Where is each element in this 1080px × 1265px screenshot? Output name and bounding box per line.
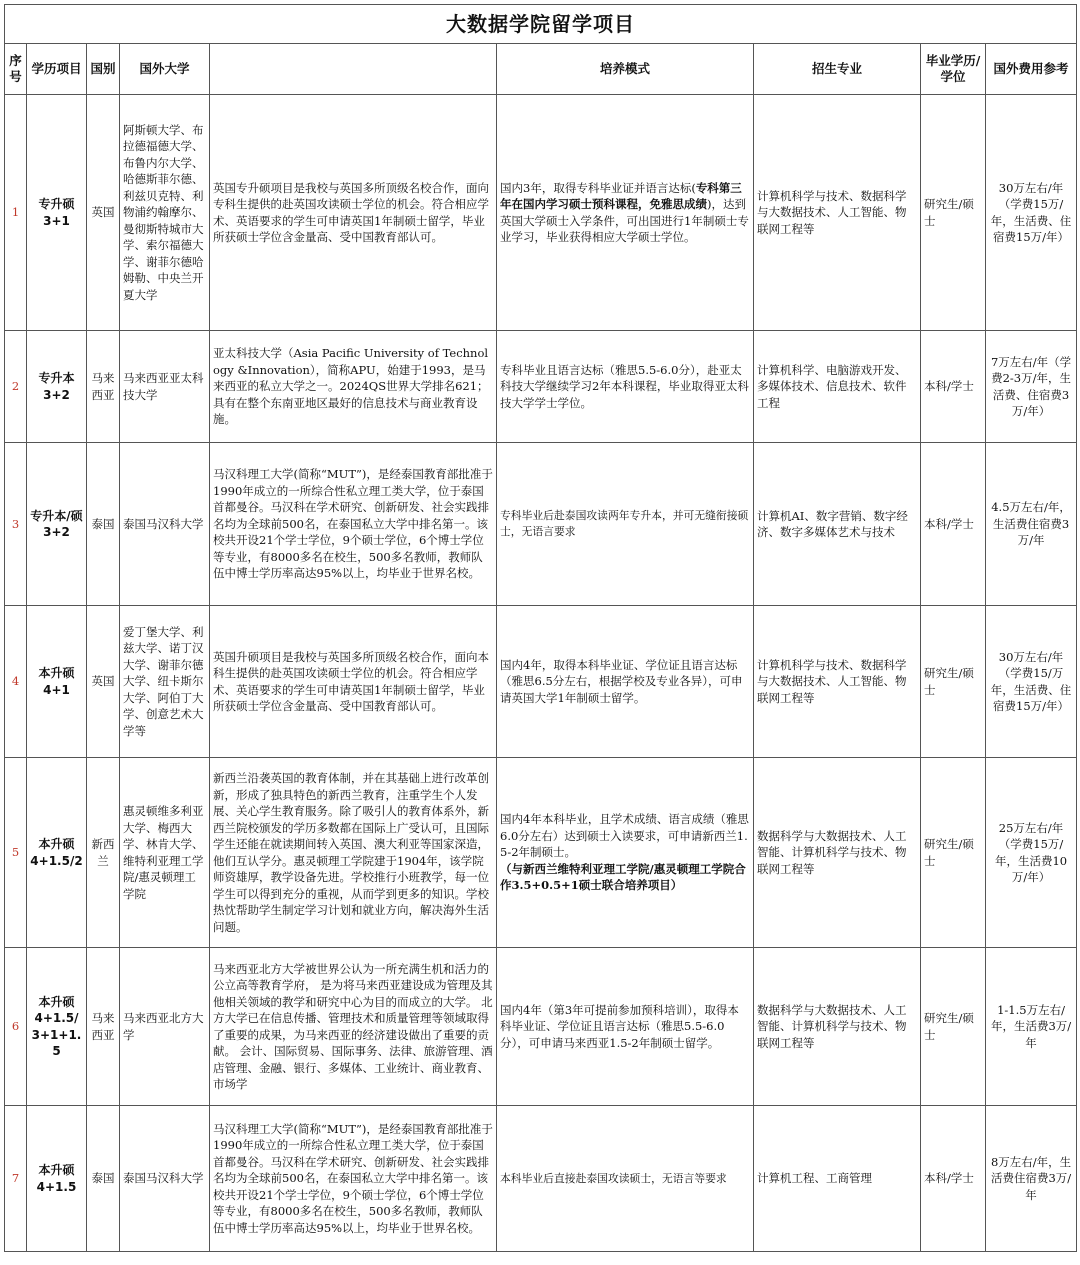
table-row bbox=[5, 948, 1077, 1106]
mode-text: 国内4年，取得本科毕业证、学位证且语言达标（雅思6.5分左右，根据学校及专业各异），可申请英国大学1年制硕士留学。 bbox=[500, 657, 743, 705]
row-university: 惠灵顿维多利亚大学、梅西大学、林肯大学、维特利亚理工学院/惠灵顿理工学院 bbox=[120, 758, 210, 948]
row-intro: 新西兰沿袭英国的教育体制，并在其基础上进行改革创新，形成了独具特色的新西兰教育，注重学生个人发展、关心学生教育服务。除了吸引人的教育体系外，新西兰院校颁发的学历多数都在国际上广受认可，且国际学生还能在就读期间转入英国、澳大利亚等国家深造，他们互认学分。惠灵顿理工学院建于1904年，该学院师资雄厚，教学设备先进。学校推行小班教学，每一位学生可以得到充分的重视，从而学到更多的知识。学校热忱帮助学生制定学习计划和就业方向，解决海外生活问题。 bbox=[210, 758, 497, 948]
mode-text: 本科毕业后直接赴泰国攻读硕士，无语言等要求 bbox=[500, 1171, 727, 1185]
row-country: 马来西亚 bbox=[87, 331, 120, 443]
row-university: 马来西亚亚太科技大学 bbox=[120, 331, 210, 443]
row-project: 本升硕 4+1.5/2 bbox=[27, 758, 87, 948]
row-mode bbox=[497, 95, 754, 331]
row-fee: 25万左右/年（学费15万/年，生活费10万/年） bbox=[986, 758, 1077, 948]
table-row bbox=[5, 443, 1077, 606]
header-university: 国外大学 bbox=[120, 44, 210, 95]
header-project: 学历项目 bbox=[27, 44, 87, 95]
row-mode bbox=[497, 1106, 754, 1252]
page-title: 大数据学院留学项目 bbox=[5, 5, 1077, 44]
row-university: 阿斯顿大学、布拉德福德大学、布鲁内尔大学、哈德斯菲尔德、利兹贝克特、利物浦约翰摩尔、曼彻斯特城市大学、索尔福德大学、谢菲尔德哈姆勒、中央兰开夏大学 bbox=[120, 95, 210, 331]
header-majors: 招生专业 bbox=[754, 44, 921, 95]
row-majors: 计算机工程、工商管理 bbox=[754, 1106, 921, 1252]
header-degree: 毕业学历/学位 bbox=[921, 44, 986, 95]
title-row bbox=[5, 5, 1077, 44]
row-majors: 计算机科学、电脑游戏开发、多媒体技术、信息技术、软件工程 bbox=[754, 331, 921, 443]
row-university: 泰国马汉科大学 bbox=[120, 1106, 210, 1252]
row-fee: 8万左右/年，生活费住宿费3万/年 bbox=[986, 1106, 1077, 1252]
row-degree: 研究生/硕士 bbox=[921, 758, 986, 948]
row-country: 泰国 bbox=[87, 443, 120, 606]
row-country: 马来西亚 bbox=[87, 948, 120, 1106]
sheet bbox=[4, 4, 1076, 1252]
row-country: 英国 bbox=[87, 95, 120, 331]
row-seq: 5 bbox=[5, 758, 27, 948]
header-mode: 培养模式 bbox=[497, 44, 754, 95]
row-mode bbox=[497, 948, 754, 1106]
row-project: 本升硕 4+1.5 bbox=[27, 1106, 87, 1252]
mode-text: 专科毕业且语言达标（雅思5.5-6.0分），赴亚太科技大学继续学习2年本科课程，毕业取得亚太科技大学学士学位。 bbox=[500, 362, 749, 410]
header-country: 国别 bbox=[87, 44, 120, 95]
table-row bbox=[5, 331, 1077, 443]
row-mode bbox=[497, 443, 754, 606]
row-intro: 英国升硕项目是我校与英国多所顶级名校合作，面向本科生提供的赴英国攻读硕士学位的机会。符合相应学术、英语要求的学生可申请英国1年制硕士留学，毕业所获硕士学位含金量高、受中国教育部认可。 bbox=[210, 606, 497, 758]
row-intro: 马汉科理工大学(简称“MUT”)，是经泰国教育部批准于1990年成立的一所综合性私立理工类大学，位于泰国首都曼谷。马汉科在学术研究、创新研发、社会实践排名均为全球前500名，在泰国私立大学中排名第一。该校共开设21个学士学位，9个硕士学位，6个博士学位等专业，有8000多名在校生，500多名教师，教师队伍中博士学历率高达95%以上，均毕业于世界名校。 bbox=[210, 1106, 497, 1252]
row-intro: 马汉科理工大学(简称“MUT”)，是经泰国教育部批准于1990年成立的一所综合性私立理工类大学，位于泰国首都曼谷。马汉科在学术研究、创新研发、社会实践排名均为全球前500名，在泰国私立大学中排名第一。该校共开设21个学士学位，9个硕士学位，6个博士学位等专业，有8000多名在校生，500多名教师，教师队伍中博士学历率高达95%以上，均毕业于世界名校。 bbox=[210, 443, 497, 606]
row-country: 英国 bbox=[87, 606, 120, 758]
row-project: 本升硕 4+1.5/ 3+1+1.5 bbox=[27, 948, 87, 1106]
mode-highlight: （与新西兰维特利亚理工学院/惠灵顿理工学院合作3.5+0.5+1硕士联合培养项目） bbox=[500, 861, 746, 893]
mode-text-tail: )，达到英国大学硕士入学条件，可出国进行1年制硕士专业学习，毕业获得相应大学硕士学位。 bbox=[500, 197, 749, 244]
row-seq: 6 bbox=[5, 948, 27, 1106]
table-row bbox=[5, 1106, 1077, 1252]
row-intro: 亚太科技大学（Asia Pacific University of Technology &Innovation），简称APU，始建于1993，是马来西亚的私立大学之一。2024QS世界大学排名621；具有在整个东南亚地区最好的信息技术与商业教育设施。 bbox=[210, 331, 497, 443]
header-intro bbox=[210, 44, 497, 95]
row-degree: 本科/学士 bbox=[921, 1106, 986, 1252]
row-seq: 3 bbox=[5, 443, 27, 606]
row-project: 专升本/硕 3+2 bbox=[27, 443, 87, 606]
row-fee: 7万左右/年（学费2-3万/年，生活费、住宿费3万/年） bbox=[986, 331, 1077, 443]
mode-text: 国内4年本科毕业，且学术成绩、语言成绩（雅思6.0分左右）达到硕士入读要求，可申请新西兰1.5-2年制硕士。 bbox=[500, 812, 749, 860]
row-fee: 1-1.5万左右/年，生活费3万/年 bbox=[986, 948, 1077, 1106]
row-seq: 7 bbox=[5, 1106, 27, 1252]
mode-highlight: 专科第三年在国内学习硕士预科课程，免雅思成绩 bbox=[500, 180, 742, 211]
row-seq: 2 bbox=[5, 331, 27, 443]
mode-text: 国内3年，取得专科毕业证并语言达标( bbox=[500, 180, 696, 195]
row-fee: 4.5万左右/年，生活费住宿费3万/年 bbox=[986, 443, 1077, 606]
row-majors: 数据科学与大数据技术、人工智能、计算机科学与技术、物联网工程等 bbox=[754, 948, 921, 1106]
header-seq: 序号 bbox=[5, 44, 27, 95]
row-mode bbox=[497, 331, 754, 443]
row-intro: 马来西亚北方大学被世界公认为一所充满生机和活力的公立高等教育学府， 是为将马来西亚建设成为管理及其他相关领域的教学和研究中心为目的而成立的大学。 北方大学已在信息传播、管理技术和质量管理等领域取得了重要的成果，为马来西亚的经济建设做出了重要的贡献。 会计、国际贸易、国际事务、法律、旅游管理、酒店管理、金融、银行、多媒体、工业统计、商业教育、市场学 bbox=[210, 948, 497, 1106]
row-degree: 本科/学士 bbox=[921, 443, 986, 606]
row-university: 泰国马汉科大学 bbox=[120, 443, 210, 606]
header-fee: 国外费用参考 bbox=[986, 44, 1077, 95]
row-seq: 4 bbox=[5, 606, 27, 758]
program-table bbox=[4, 4, 1077, 1252]
header-row bbox=[5, 44, 1077, 95]
row-university: 马来西亚北方大学 bbox=[120, 948, 210, 1106]
row-seq: 1 bbox=[5, 95, 27, 331]
row-project: 专升硕 3+1 bbox=[27, 95, 87, 331]
row-majors: 数据科学与大数据技术、人工智能、计算机科学与技术、物联网工程等 bbox=[754, 758, 921, 948]
row-mode bbox=[497, 606, 754, 758]
row-university: 爱丁堡大学、利兹大学、诺丁汉大学、谢菲尔德大学、纽卡斯尔大学、阿伯丁大学、创意艺术大学等 bbox=[120, 606, 210, 758]
row-mode bbox=[497, 758, 754, 948]
row-degree: 研究生/硕士 bbox=[921, 606, 986, 758]
row-majors: 计算机科学与技术、数据科学与大数据技术、人工智能、物联网工程等 bbox=[754, 95, 921, 331]
row-degree: 研究生/硕士 bbox=[921, 948, 986, 1106]
mode-text: 国内4年（第3年可提前参加预科培训），取得本科毕业证、学位证且语言达标（雅思5.5-6.0分），可申请马来西亚1.5-2年制硕士留学。 bbox=[500, 1002, 739, 1050]
row-project: 专升本 3+2 bbox=[27, 331, 87, 443]
table-row bbox=[5, 95, 1077, 331]
row-fee: 30万左右/年（学费15万/年，生活费、住宿费15万/年） bbox=[986, 95, 1077, 331]
row-project: 本升硕 4+1 bbox=[27, 606, 87, 758]
row-country: 泰国 bbox=[87, 1106, 120, 1252]
row-country: 新西兰 bbox=[87, 758, 120, 948]
row-majors: 计算机科学与技术、数据科学与大数据技术、人工智能、物联网工程等 bbox=[754, 606, 921, 758]
table-row bbox=[5, 606, 1077, 758]
table-row bbox=[5, 758, 1077, 948]
row-degree: 研究生/硕士 bbox=[921, 95, 986, 331]
row-intro: 英国专升硕项目是我校与英国多所顶级名校合作，面向专科生提供的赴英国攻读硕士学位的机会。符合相应学术、英语要求的学生可申请英国1年制硕士留学，毕业所获硕士学位含金量高、受中国教育部认可。 bbox=[210, 95, 497, 331]
row-majors: 计算机AI、数字营销、数字经济、数字多媒体艺术与技术 bbox=[754, 443, 921, 606]
row-fee: 30万左右/年（学费15/万年，生活费、住宿费15万/年） bbox=[986, 606, 1077, 758]
row-degree: 本科/学士 bbox=[921, 331, 986, 443]
mode-text: 专科毕业后赴泰国攻读两年专升本，并可无缝衔接硕士，无语言要求 bbox=[500, 509, 749, 538]
